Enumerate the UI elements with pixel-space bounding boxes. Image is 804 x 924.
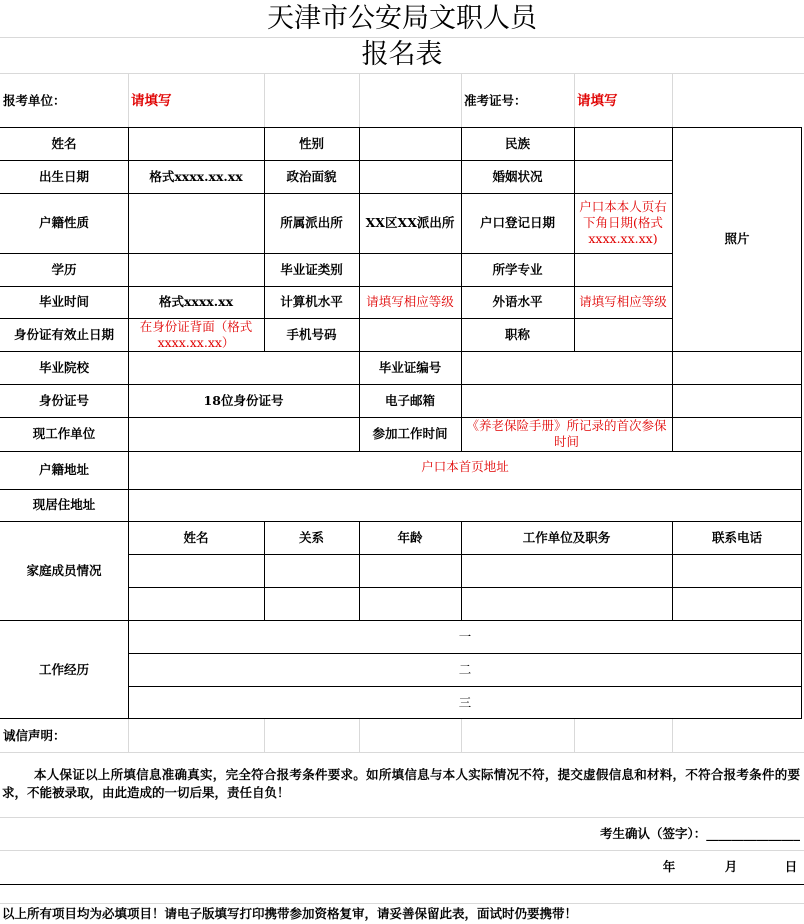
apply-unit-label: 报考单位： bbox=[3, 92, 66, 108]
ethnicity-label: 民族 bbox=[504, 135, 530, 151]
political-status-label: 政治面貌 bbox=[286, 168, 337, 184]
family-row-2-employer[interactable] bbox=[461, 587, 672, 620]
current-address-label: 现居住地址 bbox=[32, 497, 96, 512]
gender-label: 性别 bbox=[298, 135, 324, 151]
id-expiry-label: 身份证有效止日期 bbox=[13, 326, 114, 342]
work-start-field[interactable]: 《养老保险手册》所记录的首次参保时间 bbox=[466, 418, 667, 449]
email-label: 电子邮箱 bbox=[384, 392, 435, 408]
date-month-label: 月 bbox=[724, 859, 738, 874]
form-title-line1: 天津市公安局文职人员 bbox=[267, 3, 537, 34]
household-address-field[interactable]: 户口本首页地址 bbox=[421, 459, 509, 474]
marital-status-field[interactable] bbox=[574, 160, 672, 193]
computer-level-field[interactable]: 请填写相应等级 bbox=[366, 294, 454, 309]
phone-field[interactable] bbox=[359, 318, 461, 351]
language-level-label: 外语水平 bbox=[492, 294, 543, 309]
family-label: 家庭成员情况 bbox=[26, 562, 102, 578]
household-type-field[interactable] bbox=[128, 193, 264, 253]
family-row-1-employer[interactable] bbox=[461, 554, 672, 587]
family-header-age: 年龄 bbox=[397, 529, 423, 545]
school-field[interactable] bbox=[128, 351, 359, 384]
education-label: 学历 bbox=[51, 261, 77, 277]
id-number-label: 身份证号 bbox=[38, 392, 89, 408]
work-start-label: 参加工作时间 bbox=[372, 426, 448, 441]
computer-level-label: 计算机水平 bbox=[280, 294, 343, 309]
major-field[interactable] bbox=[574, 253, 672, 286]
photo-area[interactable]: 照片 bbox=[724, 231, 750, 246]
form-title-line2: 报名表 bbox=[361, 39, 443, 70]
cert-type-label: 毕业证类别 bbox=[280, 261, 343, 277]
job-title-label: 职称 bbox=[504, 326, 530, 342]
integrity-label: 诚信声明： bbox=[3, 727, 66, 743]
family-row-1-name[interactable] bbox=[128, 554, 264, 587]
birth-date-field[interactable]: 格式xxxx.xx.xx bbox=[149, 168, 243, 184]
work-history-label: 工作经历 bbox=[38, 661, 89, 677]
apply-unit-field[interactable]: 请填写 bbox=[131, 92, 172, 109]
ethnicity-field[interactable] bbox=[574, 127, 672, 160]
work-history-row-1[interactable]: 一 bbox=[458, 628, 472, 644]
footer-note: 以上所有项目均为必填项目！请电子版填写打印携带参加资格复审，请妥善保留此表，面试时仍要携带！ bbox=[2, 905, 578, 921]
household-reg-date-field[interactable]: 户口本本人页右下角日期(格式xxxx.xx.xx) bbox=[579, 199, 667, 246]
name-field[interactable] bbox=[128, 127, 264, 160]
marital-status-label: 婚姻状况 bbox=[492, 168, 543, 184]
graduation-time-label: 毕业时间 bbox=[38, 294, 89, 309]
id-expiry-field[interactable]: 在身份证背面（格式xxxx.xx.xx） bbox=[139, 318, 253, 350]
current-employer-field[interactable] bbox=[128, 417, 359, 451]
name-label: 姓名 bbox=[51, 135, 77, 151]
birth-date-label: 出生日期 bbox=[38, 168, 89, 184]
cert-type-field[interactable] bbox=[359, 253, 461, 286]
household-reg-date-label: 户口登记日期 bbox=[479, 215, 555, 230]
family-header-phone: 联系电话 bbox=[711, 529, 762, 545]
id-number-field[interactable]: 18位身份证号 bbox=[203, 392, 284, 408]
gender-field[interactable] bbox=[359, 127, 461, 160]
email-field[interactable] bbox=[461, 384, 672, 417]
police-station-label: 所属派出所 bbox=[280, 215, 343, 230]
family-row-1-phone[interactable] bbox=[672, 554, 802, 587]
graduation-time-field[interactable]: 格式xxxx.xx bbox=[158, 294, 234, 309]
cert-number-field[interactable] bbox=[461, 351, 672, 384]
family-header-employer: 工作单位及职务 bbox=[522, 529, 611, 545]
current-employer-label: 现工作单位 bbox=[32, 426, 96, 441]
date-day-label: 日 bbox=[784, 859, 798, 874]
cert-number-label: 毕业证编号 bbox=[378, 359, 442, 375]
integrity-statement: 本人保证以上所填信息准确真实，完全符合报考条件要求。如所填信息与本人实际情况不符，提交虚假信息和材料，不符合报考条件的要求，不能被录取，由此造成的一切后果，责任自负！ bbox=[2, 767, 800, 800]
family-row-1-age[interactable] bbox=[359, 554, 461, 587]
household-type-label: 户籍性质 bbox=[38, 215, 89, 230]
job-title-field[interactable] bbox=[574, 318, 672, 351]
education-field[interactable] bbox=[128, 253, 264, 286]
major-label: 所学专业 bbox=[492, 261, 543, 277]
phone-label: 手机号码 bbox=[286, 326, 337, 342]
family-row-2-relation[interactable] bbox=[264, 587, 359, 620]
family-header-relation: 关系 bbox=[298, 529, 324, 545]
school-label: 毕业院校 bbox=[38, 359, 89, 375]
admission-number-field[interactable]: 请填写 bbox=[577, 92, 618, 109]
family-row-1-relation[interactable] bbox=[264, 554, 359, 587]
political-status-field[interactable] bbox=[359, 160, 461, 193]
family-row-2-name[interactable] bbox=[128, 587, 264, 620]
family-row-2-age[interactable] bbox=[359, 587, 461, 620]
household-address-label: 户籍地址 bbox=[38, 462, 89, 477]
family-row-2-phone[interactable] bbox=[672, 587, 802, 620]
signature-line[interactable]: 考生确认（签字）：_______________ bbox=[599, 825, 800, 841]
admission-number-label: 准考证号： bbox=[464, 92, 527, 108]
family-header-name: 姓名 bbox=[183, 529, 209, 545]
current-address-field[interactable] bbox=[128, 489, 802, 521]
work-history-row-2[interactable]: 二 bbox=[458, 661, 472, 677]
work-history-row-3[interactable]: 三 bbox=[458, 694, 472, 710]
date-year-label: 年 bbox=[662, 859, 676, 874]
police-station-field[interactable]: XX区XX派出所 bbox=[365, 215, 455, 230]
language-level-field[interactable]: 请填写相应等级 bbox=[579, 294, 667, 309]
